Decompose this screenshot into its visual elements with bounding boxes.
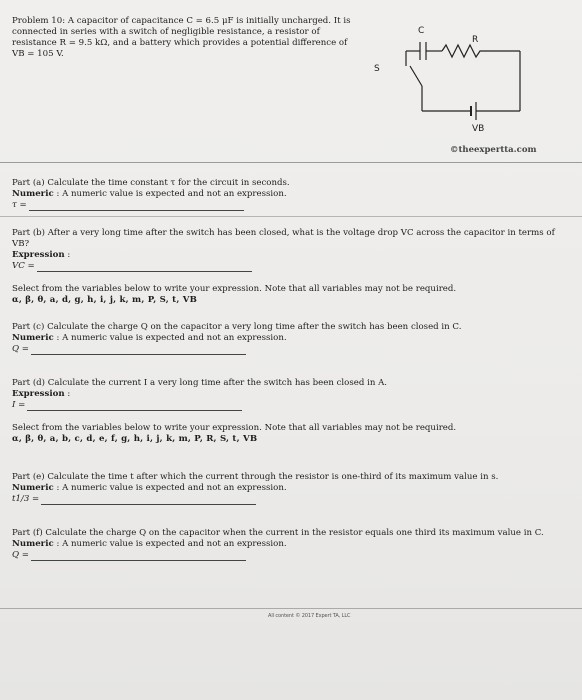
part-f-answer-field[interactable] [31,551,246,561]
part-d-type-text: : [67,389,71,399]
switch-label: S [374,64,380,74]
part-b-type-label: Expression [12,250,65,260]
part-c-answer-field[interactable] [31,345,246,355]
part-c-type-label: Numeric [12,333,54,343]
copyright-footer: All content © 2017 Expert TA, LLC [268,613,351,619]
capacitor-label: C [418,26,425,36]
divider-line [0,216,582,217]
divider-line [0,608,582,609]
part-c-type-text: : A numeric value is expected and not an expression. [56,333,287,343]
part-b-type-text: : [67,250,71,260]
part-d [12,378,572,445]
part-b-select-text: Select from the variables below to write your expression. Note that all variables may not be required. [12,284,457,294]
part-e-type-text: : A numeric value is expected and not an expression. [56,483,287,493]
part-c-title: Part (c) Calculate the charge Q on the capacitor a very long time after the switch has been closed in C. [12,322,462,332]
part-a [12,178,572,211]
part-b [12,228,572,306]
part-b-answer-label: VC = [12,261,35,271]
part-d-title: Part (d) Calculate the current I a very long time after the switch has been closed in A. [12,378,388,388]
part-e-answer-field[interactable] [41,495,256,505]
part-d-answer-label: I = [12,400,26,410]
part-e-answer-label: t1/3 = [12,494,40,504]
part-a-type-label: Numeric [12,189,54,199]
part-a-answer-label: τ = [12,200,27,210]
resistor-symbol [442,45,520,57]
battery-label: VB [472,124,485,134]
part-f-title: Part (f) Calculate the charge Q on the capacitor when the current in the resistor equals one third its maximum value in C. [12,528,544,538]
divider-line [0,162,582,163]
part-c-answer-label: Q = [12,344,29,354]
problem-intro-text: Problem 10: A capacitor of capacitance C = 6.5 μF is initially uncharged. It is connected in series with a switch of negligible resistance, a resistor of resistance R = 9.5 kΩ, and a battery which provides a potential difference of VB = 105 V. [12,16,351,59]
problem-statement [12,16,352,60]
part-a-type-text: : A numeric value is expected and not an expression. [56,189,287,199]
resistor-label: R [472,35,479,45]
part-f [12,528,572,561]
switch-lever [410,66,422,86]
part-f-answer-label: Q = [12,550,29,560]
part-a-title: Part (a) Calculate the time constant τ for the circuit in seconds. [12,178,290,188]
part-d-select-text: Select from the variables below to write your expression. Note that all variables may not be required. [12,423,457,433]
part-e [12,472,572,505]
part-a-answer-field[interactable] [29,201,244,211]
part-b-answer-field[interactable] [37,262,252,272]
part-c [12,322,572,355]
part-d-answer-field[interactable] [27,401,242,411]
watermark-text: ©theexpertta.com [450,145,537,155]
part-d-variables: α, β, θ, a, b, c, d, e, f, g, h, i, j, k, m, P, R, S, t, VB [12,434,258,444]
part-d-type-label: Expression [12,389,65,399]
part-b-variables: α, β, θ, a, d, g, h, i, j, k, m, P, S, t, VB [12,295,198,305]
part-f-type-label: Numeric [12,539,54,549]
part-e-title: Part (e) Calculate the time t after which the current through the resistor is one-third of its maximum value in s. [12,472,499,482]
part-b-title: Part (b) After a very long time after the switch has been closed, what is the voltage drop VC across the capacitor in terms of VB? [12,228,555,249]
part-e-type-label: Numeric [12,483,54,493]
part-f-type-text: : A numeric value is expected and not an expression. [56,539,287,549]
